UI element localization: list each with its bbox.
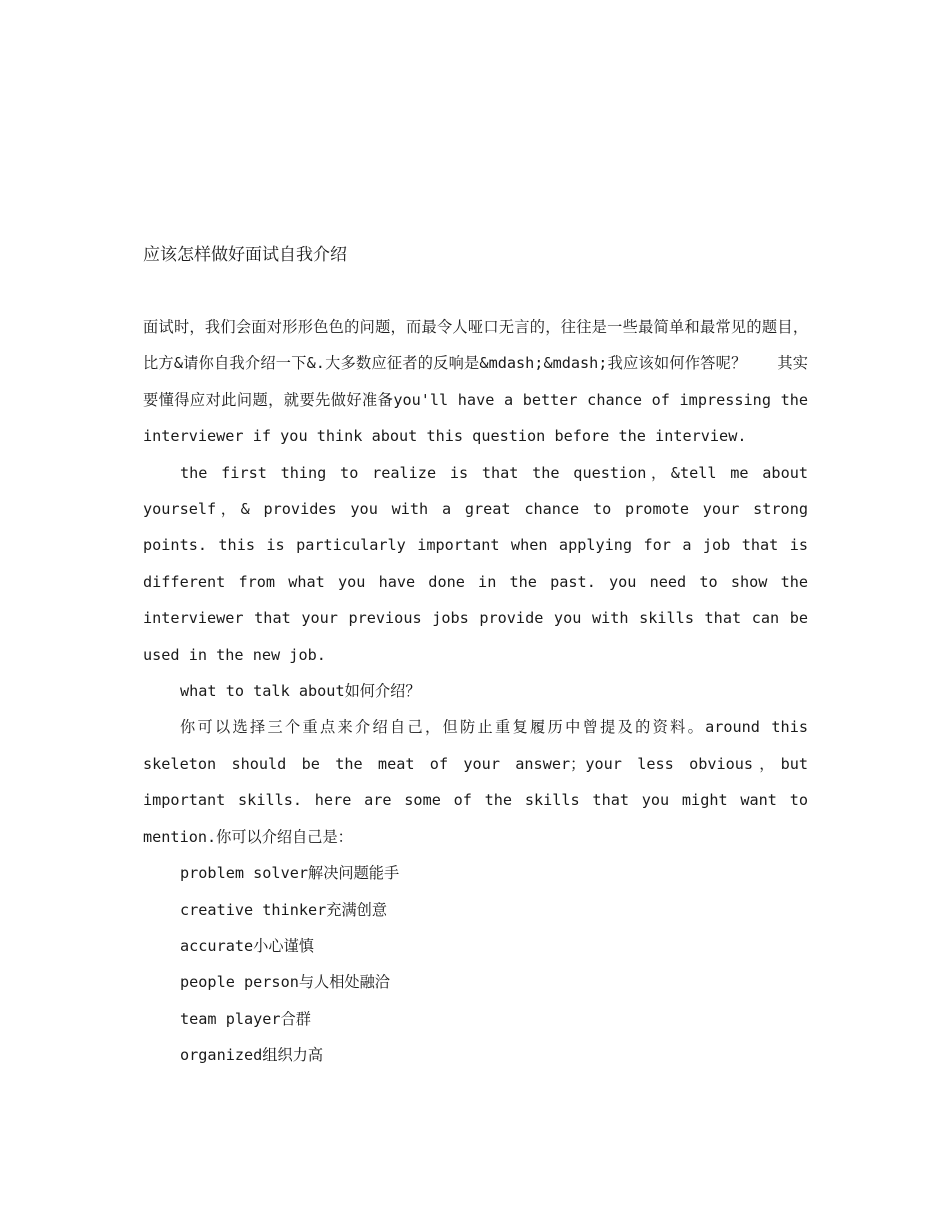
skills-list bbox=[143, 855, 808, 1073]
first-thing-paragraph: the first thing to realize is that the question，&tell me about yourself，& provides you with a great chance to promote your strong points. this is particularly important when applying for a job that is different from what you have done in the past. you need to show the interviewer that your previous jobs provide you with skills that can be used in the new job. bbox=[143, 463, 808, 664]
skill-item: creative thinker充满创意 bbox=[180, 900, 388, 919]
document-title: 应该怎样做好面试自我介绍 bbox=[143, 245, 347, 265]
intro-paragraph: 面试时，我们会面对形形色色的问题，而最令人哑口无言的，往往是一些最简单和最常见的题目，比方&请你自我介绍一下&.大多数应征者的反响是&mdash;&mdash;我应该如何作答呢？ 其实要懂得应对此问题，就要先做好准备you'll have a better chance of impressing the interviewer if you think about this question before the interview. bbox=[143, 318, 808, 446]
what-to-talk-about-heading: what to talk about如何介绍？ bbox=[180, 682, 421, 701]
skills-intro-paragraph: 你可以选择三个重点来介绍自己，但防止重复履历中曾提及的资料。around this skeleton should be the meat of your answer；your less obvious，but important skills. here are some of the skills that you might want to mention.你可以介绍自己是： bbox=[143, 718, 808, 846]
skill-item: people person与人相处融洽 bbox=[180, 973, 390, 992]
skill-item: problem solver解决问题能手 bbox=[180, 864, 400, 883]
document-body bbox=[143, 240, 808, 1074]
skill-item: organized组织力高 bbox=[180, 1046, 324, 1065]
skill-item: team player合群 bbox=[180, 1009, 311, 1028]
skill-item: accurate小心谨慎 bbox=[180, 936, 314, 955]
